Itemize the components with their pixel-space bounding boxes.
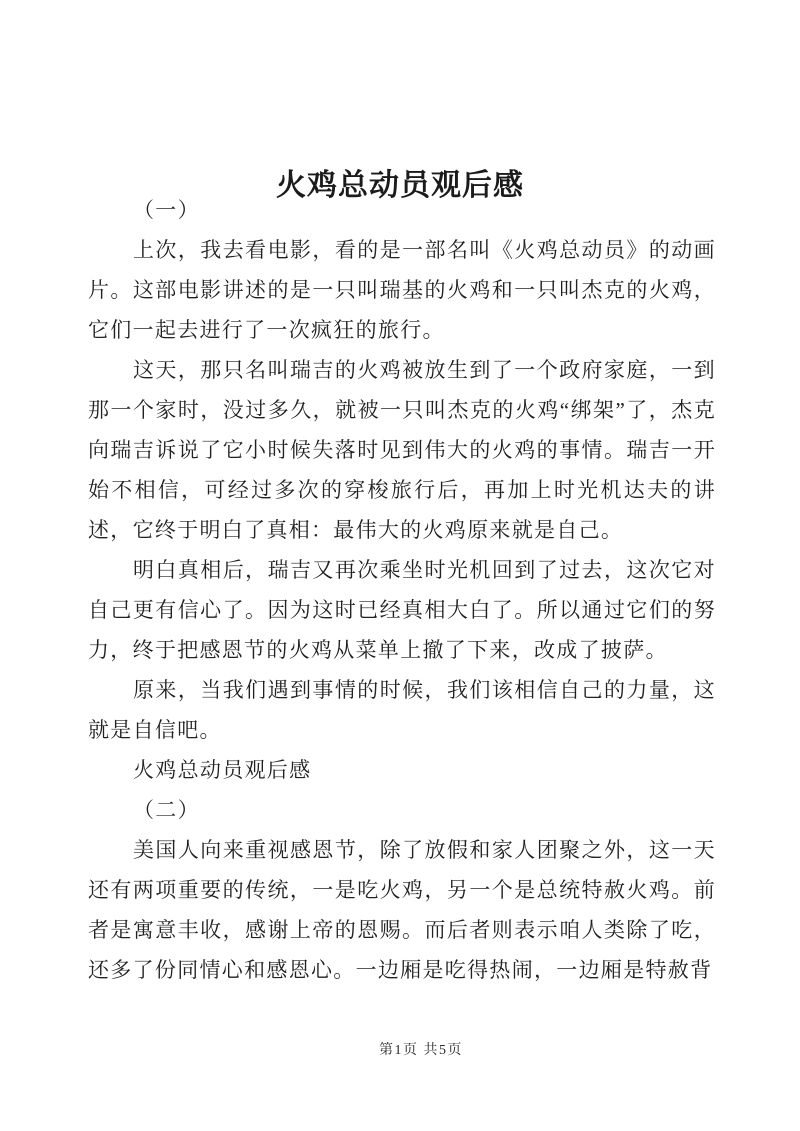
document-body (88, 190, 716, 990)
paragraph: 火鸡总动员观后感 (133, 758, 312, 782)
paragraph: 美国人向来重视感恩节，除了放假和家人团聚之外，这一天还有两项重要的传统，一是吃火鸡，另一个是总统特赦火鸡。前者是寓意丰收，感谢上帝的恩赐。而后者则表示咱人类除了吃，还多了份同情心和感恩心。一边厢是吃得热闹，一边厢是特赦背 (88, 838, 716, 982)
paragraph: （一） (133, 198, 200, 222)
paragraph: 这天，那只名叫瑞吉的火鸡被放生到了一个政府家庭，一到那一个家时，没过多久，就被一只叫杰克的火鸡“绑架”了，杰克向瑞吉诉说了它小时候失落时见到伟大的火鸡的事情。瑞吉一开始不相信，可经过多次的穿梭旅行后，再加上时光机达夫的讲述，它终于明白了真相：最伟大的火鸡原来就是自己。 (88, 358, 716, 542)
paragraph: （二） (133, 798, 200, 822)
paragraph: 原来，当我们遇到事情的时候，我们该相信自己的力量，这就是自信吧。 (88, 678, 716, 742)
paragraph: 明白真相后，瑞吉又再次乘坐时光机回到了过去，这次它对自己更有信心了。因为这时已经真相大白了。所以通过它们的努力，终于把感恩节的火鸡从菜单上撤了下来，改成了披萨。 (88, 558, 716, 662)
document-title: 火鸡总动员观后感 (276, 169, 524, 203)
paragraph: 上次，我去看电影，看的是一部名叫《火鸡总动员》的动画片。这部电影讲述的是一只叫瑞基的火鸡和一只叫杰克的火鸡，它们一起去进行了一次疯狂的旅行。 (88, 238, 716, 342)
page-number-footer: 第1页 共5页 (379, 1043, 463, 1058)
